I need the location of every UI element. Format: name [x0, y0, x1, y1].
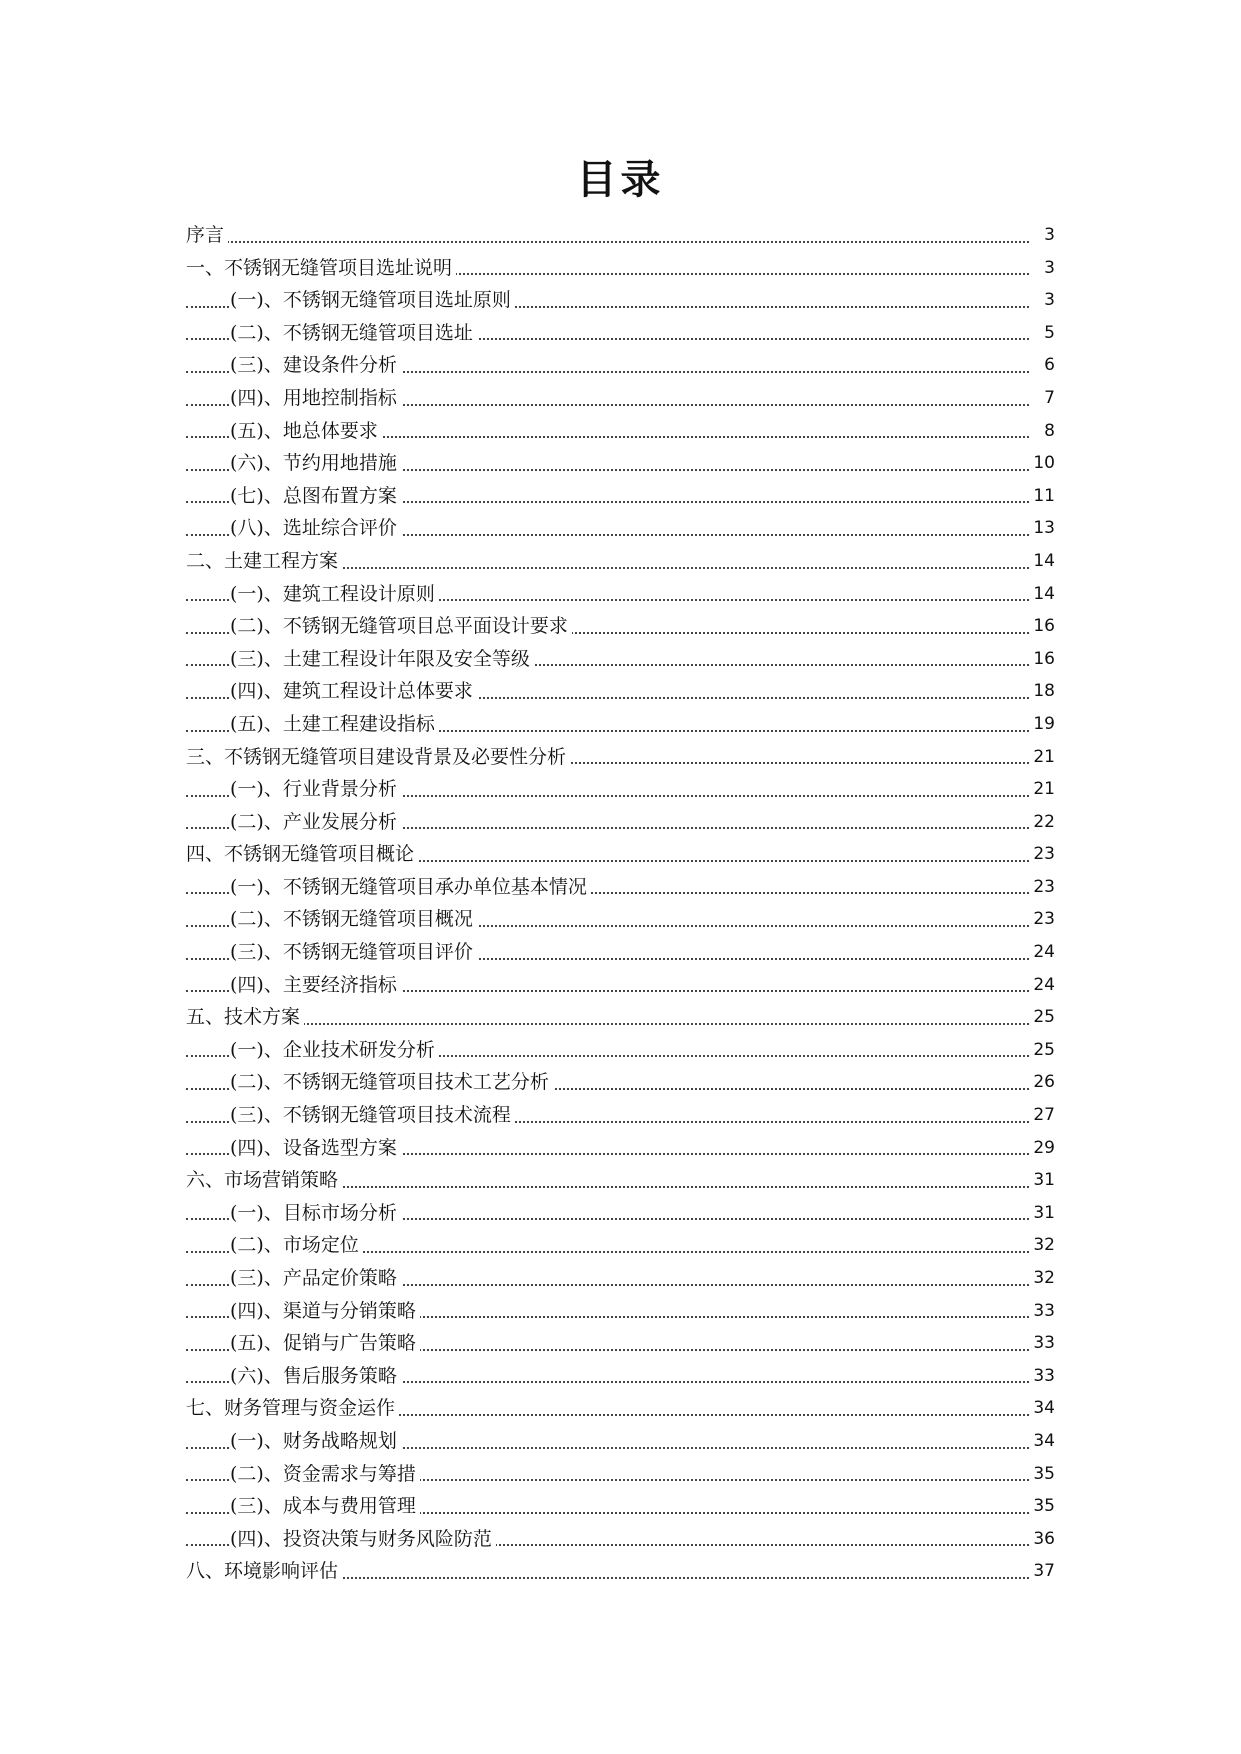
toc-entry-label: (二)、市场定位: [230, 1229, 363, 1262]
toc-entry-label: (一)、不锈钢无缝管项目承办单位基本情况: [230, 871, 591, 904]
toc-page-number: 32: [1029, 1262, 1055, 1295]
toc-page-number: 31: [1029, 1164, 1055, 1197]
toc-entry[interactable]: [186, 1295, 1055, 1328]
toc-entry[interactable]: [186, 969, 1055, 1002]
toc-page-number: 3: [1029, 284, 1055, 317]
toc-entry-label: 五、技术方案: [186, 1001, 304, 1034]
toc-page-number: 26: [1029, 1066, 1055, 1099]
toc-page-number: 21: [1029, 773, 1055, 806]
toc-entry[interactable]: [186, 317, 1055, 350]
toc-entry[interactable]: [186, 447, 1055, 480]
toc-entry-label: (二)、不锈钢无缝管项目选址: [230, 317, 477, 350]
toc-entry[interactable]: [186, 1262, 1055, 1295]
toc-entry-label: (二)、不锈钢无缝管项目概况: [230, 903, 477, 936]
toc-entry-label: (四)、建筑工程设计总体要求: [230, 675, 477, 708]
toc-page-number: 35: [1029, 1490, 1055, 1523]
toc-title: 目录: [576, 157, 665, 203]
toc-page-number: 16: [1029, 610, 1055, 643]
toc-page-number: 13: [1029, 512, 1055, 545]
toc-page-number: 24: [1029, 936, 1055, 969]
toc-entry[interactable]: [186, 252, 1055, 285]
toc-page-number: 25: [1029, 1034, 1055, 1067]
toc-page-number: 7: [1029, 382, 1055, 415]
toc-entry[interactable]: [186, 219, 1055, 252]
toc-page-number: 3: [1029, 219, 1055, 252]
toc-entry-label: (一)、目标市场分析: [230, 1197, 401, 1230]
toc-page-number: 24: [1029, 969, 1055, 1002]
dot-leader: [186, 1023, 1029, 1025]
toc-entry-label: (三)、成本与费用管理: [230, 1490, 420, 1523]
toc-entry[interactable]: [186, 284, 1055, 317]
toc-page-number: 14: [1029, 578, 1055, 611]
toc-page-number: 11: [1029, 480, 1055, 513]
dot-leader: [186, 241, 1029, 243]
toc-page-number: 19: [1029, 708, 1055, 741]
toc-entry[interactable]: [186, 1034, 1055, 1067]
toc-entry-label: (六)、节约用地措施: [230, 447, 401, 480]
toc-entry[interactable]: [186, 643, 1055, 676]
toc-page-number: 23: [1029, 838, 1055, 871]
toc-page-number: 3: [1029, 252, 1055, 285]
toc-entry-label: (三)、土建工程设计年限及安全等级: [230, 643, 534, 676]
toc-entry[interactable]: [186, 1555, 1055, 1588]
toc-entry-label: (一)、企业技术研发分析: [230, 1034, 439, 1067]
toc-entry[interactable]: [186, 545, 1055, 578]
toc-page-number: 23: [1029, 903, 1055, 936]
toc-entry-label: 八、环境影响评估: [186, 1555, 342, 1588]
toc-entry[interactable]: [186, 838, 1055, 871]
toc-entry[interactable]: [186, 1360, 1055, 1393]
toc-entry[interactable]: [186, 1164, 1055, 1197]
toc-entry[interactable]: [186, 936, 1055, 969]
toc-entry[interactable]: [186, 415, 1055, 448]
toc-entry[interactable]: [186, 1327, 1055, 1360]
toc-page-number: 33: [1029, 1327, 1055, 1360]
toc-page-number: 25: [1029, 1001, 1055, 1034]
toc-page-number: 29: [1029, 1132, 1055, 1165]
toc-entry[interactable]: [186, 1099, 1055, 1132]
toc-page-number: 23: [1029, 871, 1055, 904]
toc-entry[interactable]: [186, 1458, 1055, 1491]
toc-entry[interactable]: [186, 675, 1055, 708]
toc-page-number: 5: [1029, 317, 1055, 350]
toc-page-number: 33: [1029, 1295, 1055, 1328]
toc-page-number: 36: [1029, 1523, 1055, 1556]
toc-entry-label: (六)、售后服务策略: [230, 1360, 401, 1393]
toc-entry-label: (五)、促销与广告策略: [230, 1327, 420, 1360]
toc-entry[interactable]: [186, 1523, 1055, 1556]
toc-entry-label: (二)、产业发展分析: [230, 806, 401, 839]
toc-entry[interactable]: [186, 708, 1055, 741]
toc-entry[interactable]: [186, 1392, 1055, 1425]
toc-entry-label: (一)、行业背景分析: [230, 773, 401, 806]
toc-entry[interactable]: [186, 610, 1055, 643]
toc-entry-label: (二)、不锈钢无缝管项目技术工艺分析: [230, 1066, 553, 1099]
toc-page-number: 31: [1029, 1197, 1055, 1230]
toc-entry-label: (四)、用地控制指标: [230, 382, 401, 415]
toc-entry-label: (三)、产品定价策略: [230, 1262, 401, 1295]
toc-entry-label: (一)、不锈钢无缝管项目选址原则: [230, 284, 515, 317]
toc-page-number: 27: [1029, 1099, 1055, 1132]
toc-entry-label: (三)、不锈钢无缝管项目评价: [230, 936, 477, 969]
toc-page-number: 33: [1029, 1360, 1055, 1393]
toc-page-number: 34: [1029, 1392, 1055, 1425]
toc-page-number: 18: [1029, 675, 1055, 708]
toc-entry-label: (八)、选址综合评价: [230, 512, 401, 545]
toc-page-number: 34: [1029, 1425, 1055, 1458]
toc-entry-label: (二)、不锈钢无缝管项目总平面设计要求: [230, 610, 572, 643]
toc-entry-label: (四)、渠道与分销策略: [230, 1295, 420, 1328]
toc-entry-label: (二)、资金需求与筹措: [230, 1458, 420, 1491]
toc-entry[interactable]: [186, 871, 1055, 904]
toc-entry-label: (七)、总图布置方案: [230, 480, 401, 513]
toc-entry[interactable]: [186, 578, 1055, 611]
toc-entry-label: 六、市场营销策略: [186, 1164, 342, 1197]
toc-entry-label: 序言: [186, 219, 228, 252]
toc-entry[interactable]: [186, 1490, 1055, 1523]
toc-entry[interactable]: [186, 1132, 1055, 1165]
toc-page-number: 35: [1029, 1458, 1055, 1491]
toc-page-number: 37: [1029, 1555, 1055, 1588]
toc-page-number: 10: [1029, 447, 1055, 480]
toc-entry[interactable]: [186, 1197, 1055, 1230]
toc-entry-label: (五)、土建工程建设指标: [230, 708, 439, 741]
toc-entry-label: (四)、投资决策与财务风险防范: [230, 1523, 496, 1556]
toc-page-number: 21: [1029, 741, 1055, 774]
toc-entry-label: (三)、建设条件分析: [230, 349, 401, 382]
toc-page-number: 14: [1029, 545, 1055, 578]
toc-page-number: 32: [1029, 1229, 1055, 1262]
toc-entry[interactable]: [186, 806, 1055, 839]
toc-entry-label: 三、不锈钢无缝管项目建设背景及必要性分析: [186, 741, 570, 774]
toc-entry-label: (一)、财务战略规划: [230, 1425, 401, 1458]
toc-entry[interactable]: [186, 349, 1055, 382]
toc-entry[interactable]: [186, 382, 1055, 415]
toc-page-number: 6: [1029, 349, 1055, 382]
toc-entry-label: (三)、不锈钢无缝管项目技术流程: [230, 1099, 515, 1132]
toc-entry[interactable]: [186, 741, 1055, 774]
toc-entry[interactable]: [186, 1001, 1055, 1034]
toc-page-number: 22: [1029, 806, 1055, 839]
toc-page-number: 16: [1029, 643, 1055, 676]
toc-entry-label: (四)、设备选型方案: [230, 1132, 401, 1165]
toc-entry-label: 一、不锈钢无缝管项目选址说明: [186, 252, 456, 285]
toc-entry[interactable]: [186, 1229, 1055, 1262]
toc-entry-label: (五)、地总体要求: [230, 415, 382, 448]
toc-page-number: 8: [1029, 415, 1055, 448]
toc-entry[interactable]: [186, 512, 1055, 545]
toc-entry[interactable]: [186, 773, 1055, 806]
toc-entry[interactable]: [186, 903, 1055, 936]
toc-entry-label: (四)、主要经济指标: [230, 969, 401, 1002]
toc-entry-label: (一)、建筑工程设计原则: [230, 578, 439, 611]
toc-entry[interactable]: [186, 480, 1055, 513]
toc-list: [186, 219, 1055, 1588]
toc-entry-label: 七、财务管理与资金运作: [186, 1392, 399, 1425]
toc-entry[interactable]: [186, 1066, 1055, 1099]
toc-entry-label: 四、不锈钢无缝管项目概论: [186, 838, 418, 871]
toc-entry-label: 二、土建工程方案: [186, 545, 342, 578]
toc-entry[interactable]: [186, 1425, 1055, 1458]
